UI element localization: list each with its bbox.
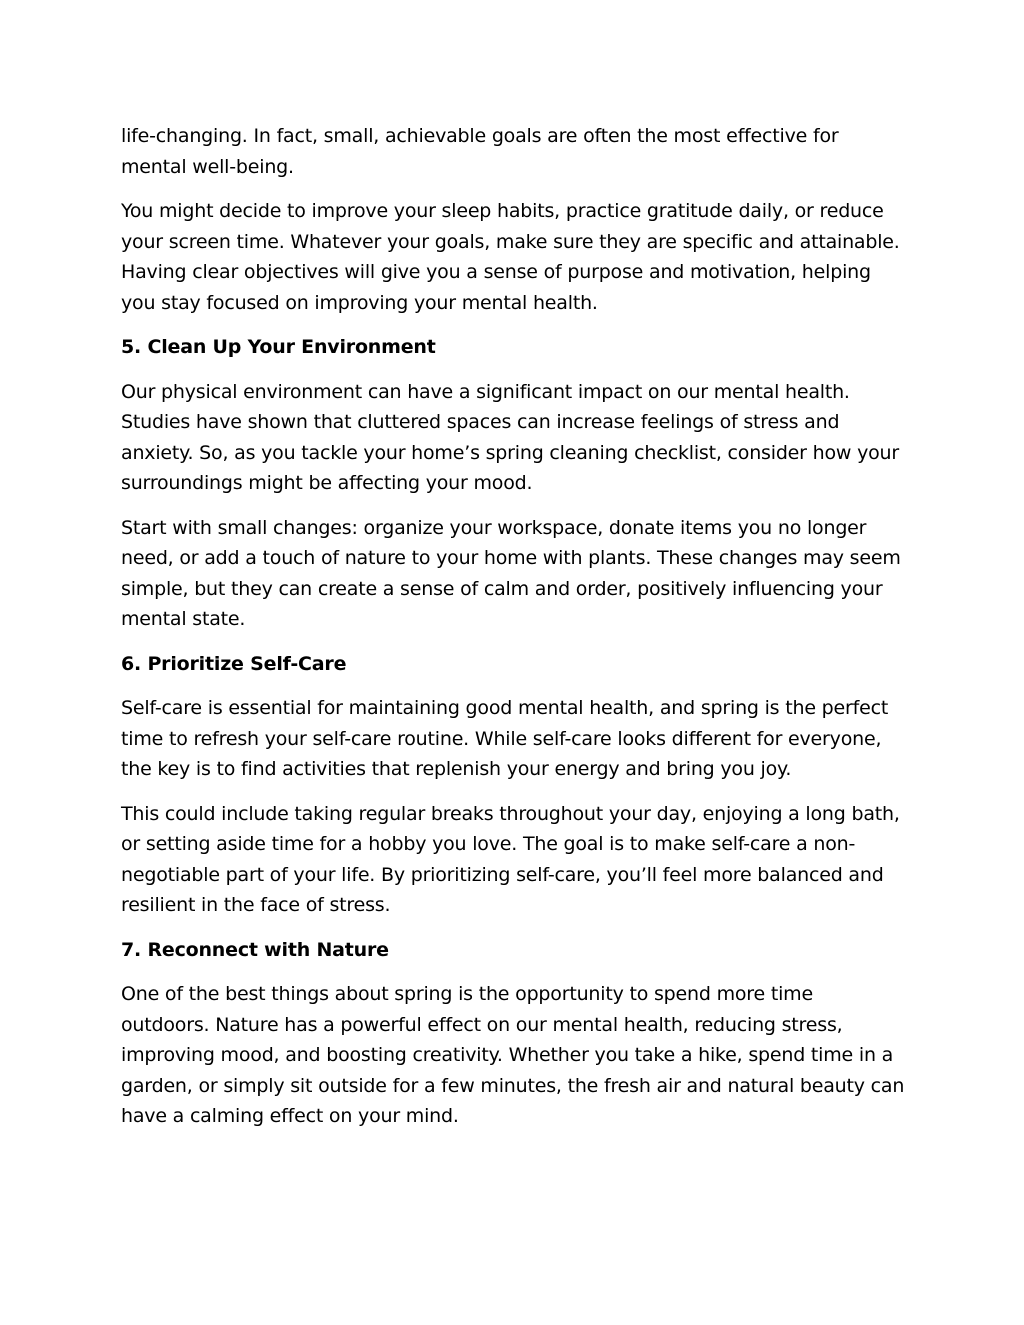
paragraph: Start with small changes: organize your workspace, donate items you no longer need, or add a touch of nature to your home with plants. These changes may seem simple, but they can create a sense of calm and order, positively influencing your mental state.	[121, 516, 901, 630]
paragraph: You might decide to improve your sleep habits, practice gratitude daily, or reduce your screen time. Whatever your goals, make sure they are specific and attainable. Having clear objectives will give you a sense of purpose and motivation, helping you stay focused on improving your mental health.	[121, 200, 900, 314]
section-heading: 6. Prioritize Self-Care	[121, 652, 347, 675]
paragraph: life-changing. In fact, small, achievable goals are often the most effective for mental well-being.	[121, 125, 839, 178]
paragraph: This could include taking regular breaks throughout your day, enjoying a long bath, or setting aside time for a hobby you love. The goal is to make self-care a non-negotiable part of your life. By prioritizing self-care, you’ll feel more balanced and resilient in the face of stress.	[121, 802, 900, 916]
paragraph: Our physical environment can have a significant impact on our mental health. Studies have shown that cluttered spaces can increase feelings of stress and anxiety. So, as you tackle your home’s spring cleaning checklist, consider how your surroundings might be affecting your mood.	[121, 380, 899, 494]
paragraph: One of the best things about spring is the opportunity to spend more time outdoors. Nature has a powerful effect on our mental health, reducing stress, improving mood, and boosting creativity. Whether you take a hike, spend time in a garden, or simply sit outside for a few minutes, the fresh air and natural beauty can have a calming effect on your mind.	[121, 983, 905, 1127]
section-heading: 5. Clean Up Your Environment	[121, 336, 436, 358]
paragraph: Self-care is essential for maintaining good mental health, and spring is the perfect time to refresh your self-care routine. While self-care looks different for everyone, the key is to find activities that replenish your energy and bring you joy.	[121, 697, 889, 780]
section-heading: 7. Reconnect with Nature	[121, 938, 389, 961]
document-body	[121, 121, 906, 1146]
